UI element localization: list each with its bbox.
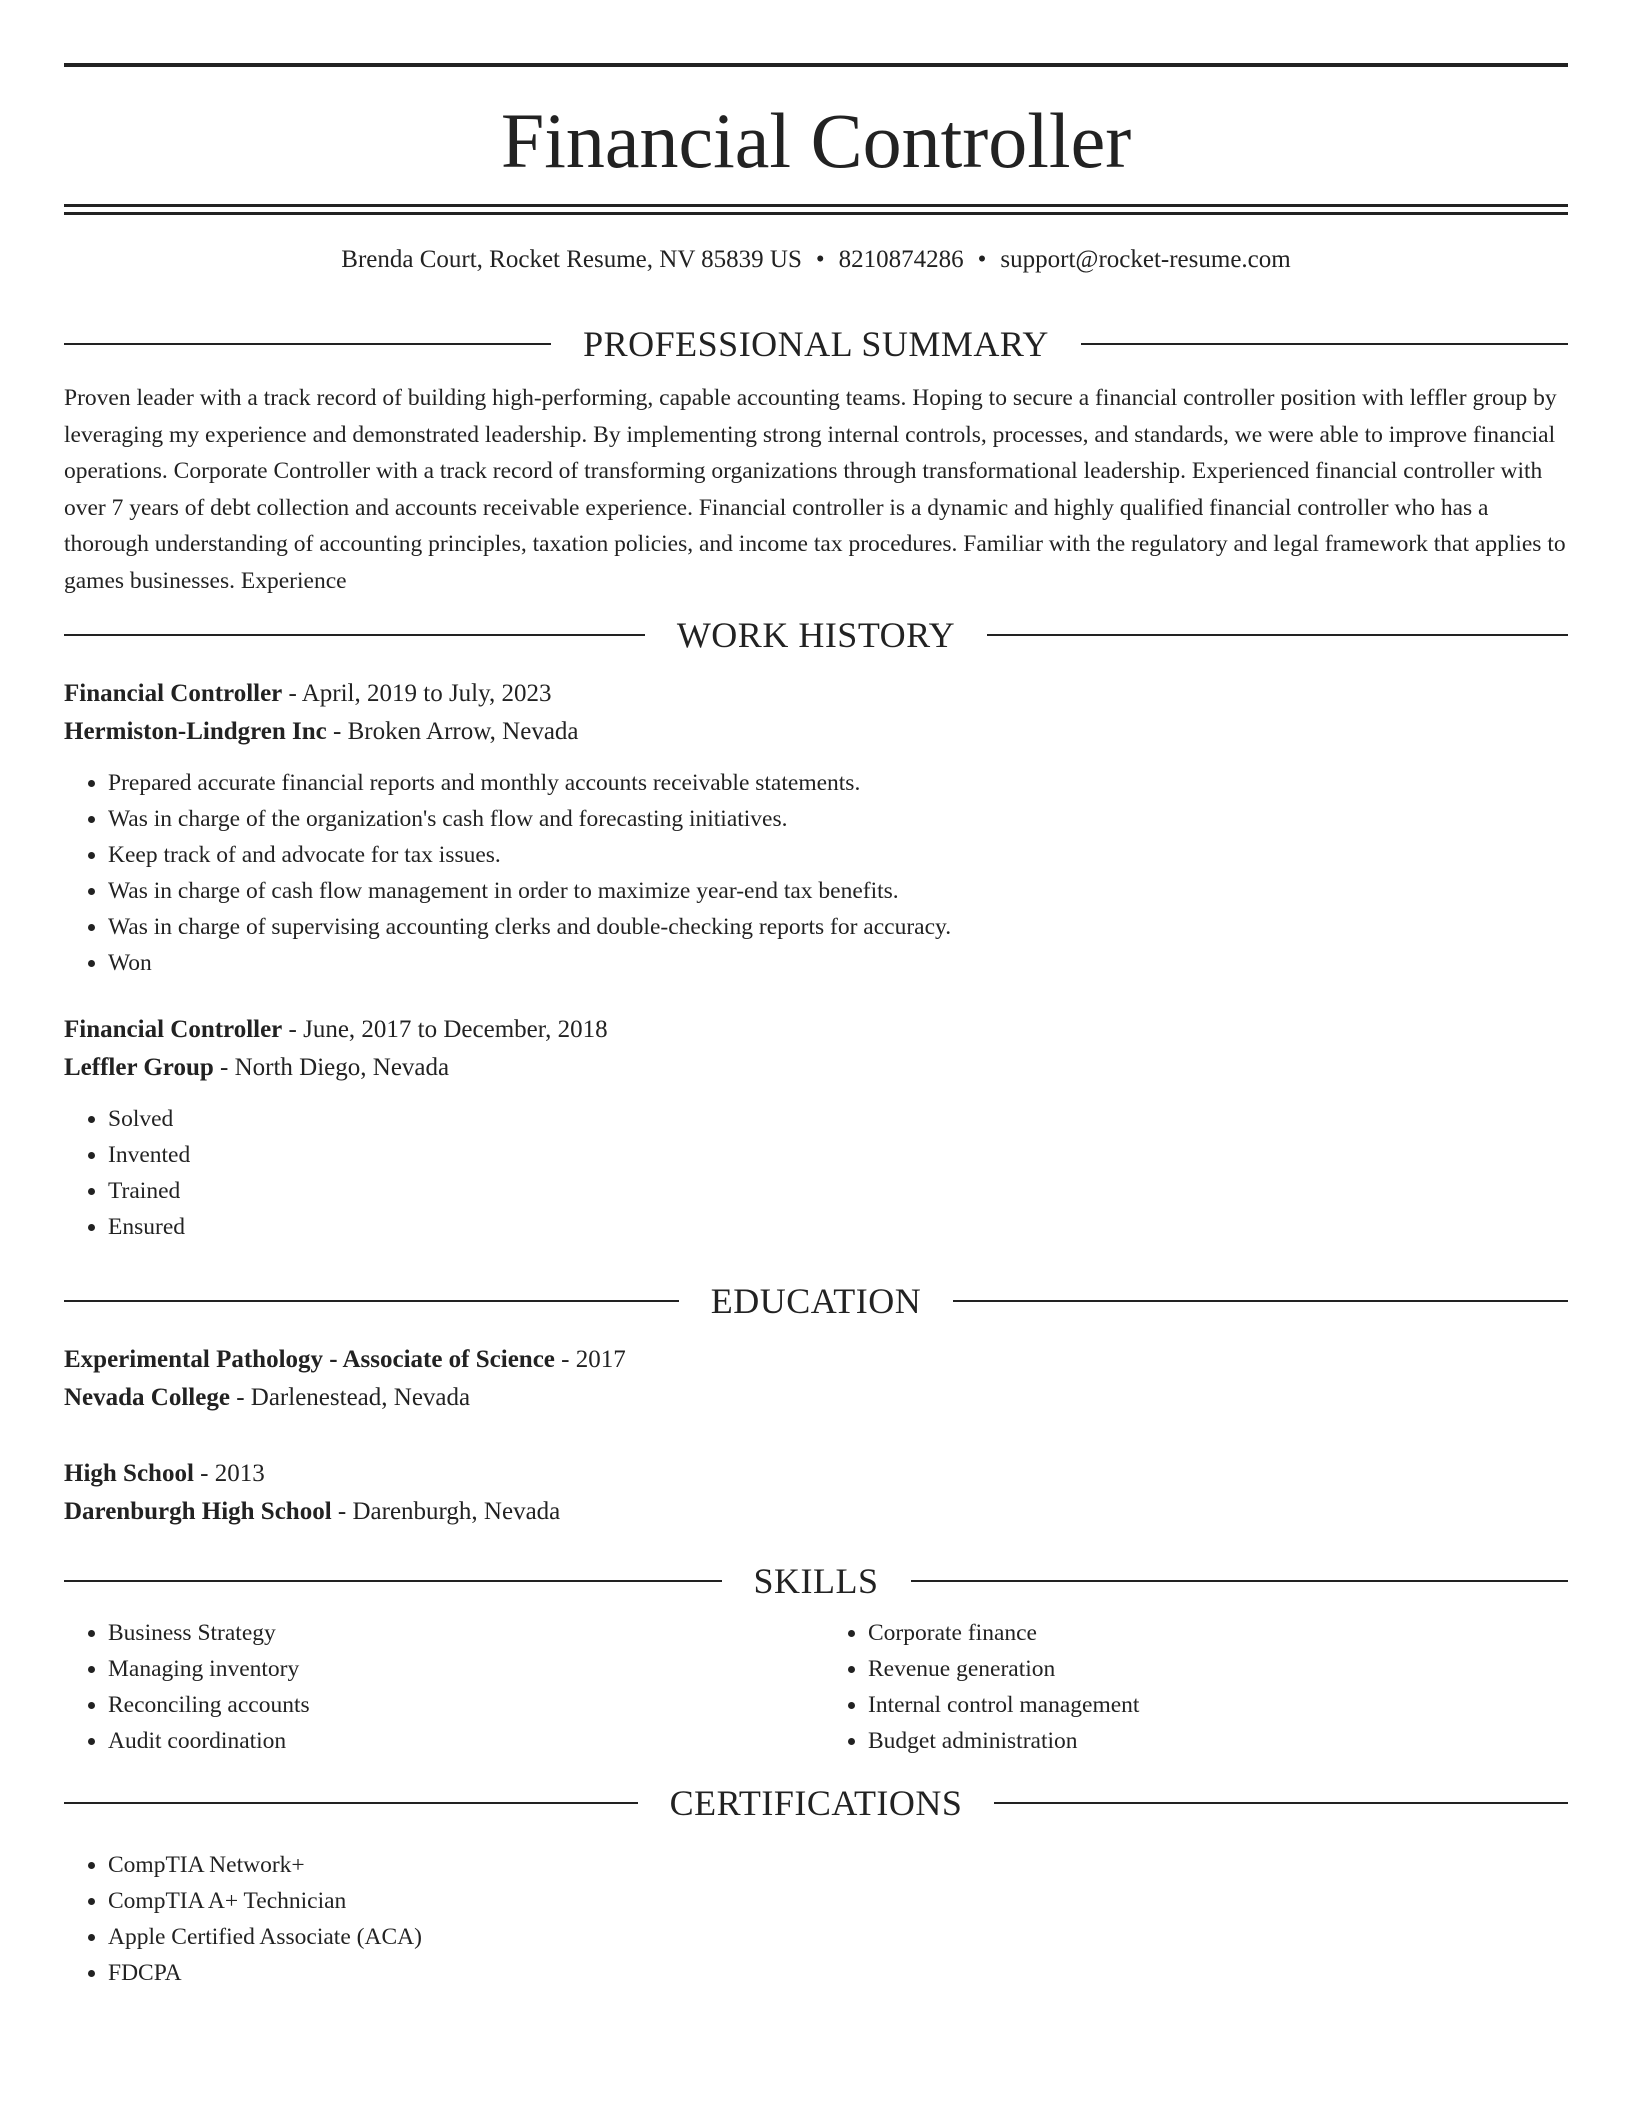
job-location: - Broken Arrow, Nevada — [326, 718, 579, 745]
skills-list-left — [64, 1615, 808, 1759]
education-location: - Darenburgh, Nevada — [331, 1498, 561, 1525]
job-dates: - June, 2017 to December, 2018 — [282, 1016, 608, 1043]
list-item: • Prepared accurate financial reports and monthly accounts receivable statements. — [108, 765, 1568, 801]
list-item: • Internal control management — [868, 1687, 1568, 1723]
skills-columns — [64, 1615, 1568, 1759]
education-entry — [64, 1341, 1568, 1417]
section-rule — [64, 634, 645, 636]
section-rule — [64, 1580, 722, 1582]
education-year: - 2013 — [193, 1460, 265, 1487]
education-school-line — [64, 1379, 1568, 1417]
section-title-education: EDUCATION — [710, 1281, 922, 1321]
contact-phone: 8210874286 — [838, 246, 964, 273]
education-school-line — [64, 1493, 1568, 1531]
list-item: • Trained — [108, 1173, 1568, 1209]
list-item: • Was in charge of supervising accounting clerks and double-checking reports for accuracy. — [108, 909, 1568, 945]
list-item: • Audit coordination — [108, 1723, 808, 1759]
section-title-work: WORK HISTORY — [676, 615, 956, 655]
list-item: • CompTIA Network+ — [108, 1847, 1568, 1883]
job-role: Financial Controller — [64, 1016, 283, 1043]
job-entry — [64, 1011, 1568, 1245]
list-item: • Was in charge of cash flow management in order to maximize year-end tax benefits. — [108, 873, 1568, 909]
list-item: • Corporate finance — [868, 1615, 1568, 1651]
job-role-line — [64, 1011, 1568, 1049]
list-item: • FDCPA — [108, 1955, 1568, 1991]
section-header-education — [64, 1281, 1568, 1321]
skills-list-right — [808, 1615, 1568, 1759]
education-degree-line — [64, 1455, 1568, 1493]
list-item: • Solved — [108, 1101, 1568, 1137]
contact-separator: • — [815, 246, 825, 273]
section-rule — [64, 1802, 638, 1804]
contact-email: support@rocket-resume.com — [1000, 246, 1291, 273]
list-item: • Reconciling accounts — [108, 1687, 808, 1723]
section-rule — [953, 1300, 1568, 1302]
top-rule — [64, 63, 1568, 67]
section-rule — [64, 343, 551, 345]
section-title-summary: PROFESSIONAL SUMMARY — [583, 324, 1049, 364]
list-item: • Keep track of and advocate for tax issues. — [108, 837, 1568, 873]
job-bullets — [64, 765, 1568, 981]
list-item: • Won — [108, 945, 1568, 981]
section-title-skills: SKILLS — [753, 1561, 879, 1601]
contact-address: Brenda Court, Rocket Resume, NV 85839 US — [341, 246, 802, 273]
summary-text: Proven leader with a track record of building high-performing, capable accounting teams. Hoping to secure a financial controller position with leffler group by leveraging my experience and demonstrated leadership. By implementing strong internal controls, processes, and standards, we were able to improve financial operations. Corporate Controller with a track record of transforming organizations through transformational leadership. Experienced financial controller with over 7 years of debt collection and accounts receivable experience. Financial controller is a dynamic and highly qualified financial controller who has a thorough understanding of accounting principles, taxation policies, and income tax procedures. Familiar with the regulatory and legal framework that applies to games businesses. Experience — [64, 385, 1566, 594]
contact-separator: • — [977, 246, 987, 273]
section-title-certifications: CERTIFICATIONS — [669, 1783, 963, 1823]
section-header-certifications — [64, 1783, 1568, 1823]
list-item: • Managing inventory — [108, 1651, 808, 1687]
list-item: • Invented — [108, 1137, 1568, 1173]
section-header-summary — [64, 324, 1568, 364]
education-school: Nevada College — [64, 1384, 230, 1411]
job-company-line — [64, 713, 1568, 751]
section-rule — [987, 634, 1568, 636]
contact-line — [64, 245, 1568, 275]
job-company-line — [64, 1049, 1568, 1087]
education-school: Darenburgh High School — [64, 1498, 332, 1525]
resume-page — [64, 0, 1568, 1991]
list-item: • Business Strategy — [108, 1615, 808, 1651]
list-item: • Apple Certified Associate (ACA) — [108, 1919, 1568, 1955]
title-double-rule — [64, 204, 1568, 207]
education-year: - 2017 — [554, 1346, 626, 1373]
section-rule — [1081, 343, 1568, 345]
job-entry — [64, 675, 1568, 981]
job-company: Leffler Group — [64, 1054, 214, 1081]
section-header-work — [64, 615, 1568, 655]
job-dates: - April, 2019 to July, 2023 — [282, 680, 552, 707]
job-company: Hermiston-Lindgren Inc — [64, 718, 327, 745]
list-item: • Ensured — [108, 1209, 1568, 1245]
section-rule — [911, 1580, 1569, 1582]
list-item: • Was in charge of the organization's cash flow and forecasting initiatives. — [108, 801, 1568, 837]
resume-title: Financial Controller — [500, 97, 1132, 184]
section-header-skills — [64, 1561, 1568, 1601]
education-location: - Darlenestead, Nevada — [229, 1384, 471, 1411]
list-item: • Revenue generation — [868, 1651, 1568, 1687]
education-degree: Experimental Pathology - Associate of Science — [64, 1346, 555, 1373]
job-location: - North Diego, Nevada — [213, 1054, 450, 1081]
job-role-line — [64, 675, 1568, 713]
job-role: Financial Controller — [64, 680, 283, 707]
list-item: • Budget administration — [868, 1723, 1568, 1759]
section-rule — [994, 1802, 1568, 1804]
education-degree: High School — [64, 1460, 194, 1487]
education-degree-line — [64, 1341, 1568, 1379]
list-item: • CompTIA A+ Technician — [108, 1883, 1568, 1919]
job-bullets — [64, 1101, 1568, 1245]
certifications-list — [64, 1847, 1568, 1991]
section-rule — [64, 1300, 679, 1302]
education-entry — [64, 1455, 1568, 1531]
